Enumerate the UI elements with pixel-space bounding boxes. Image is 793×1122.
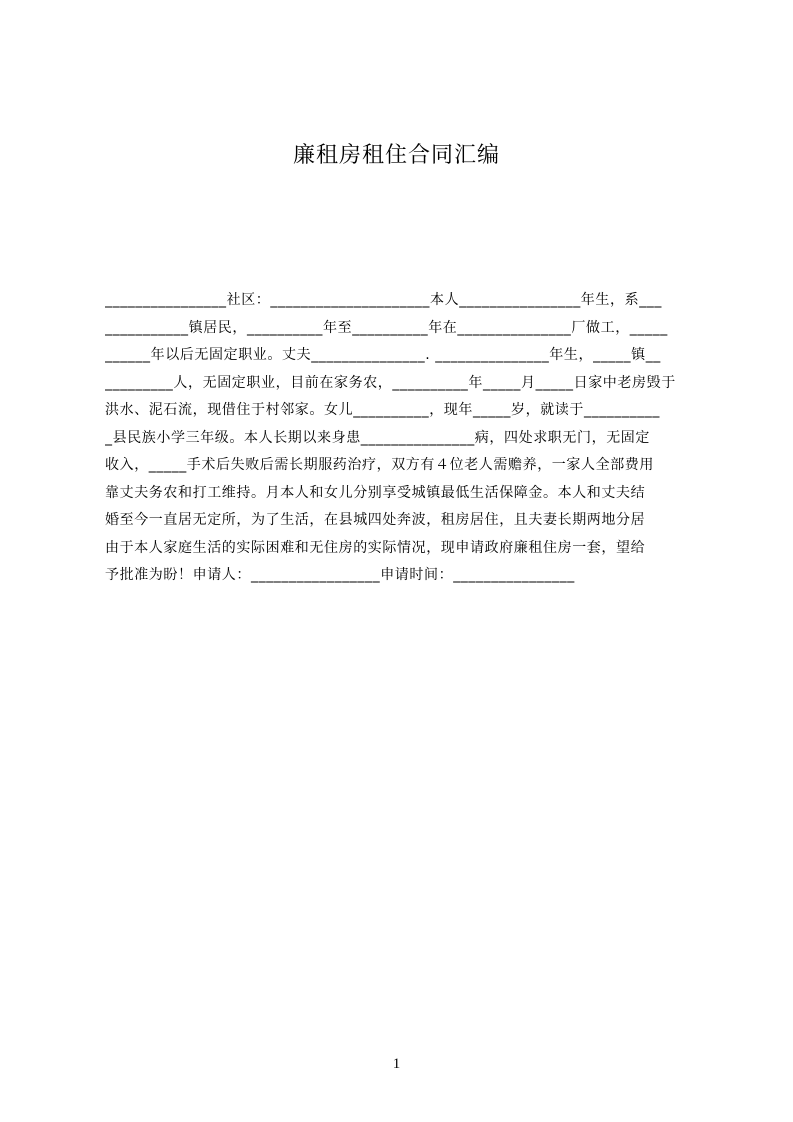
body-line: ________________社区：_____________________本人________________年生，系___	[105, 292, 662, 308]
page-number: 1	[392, 1056, 401, 1072]
document-title: 廉租房租住合同汇编	[292, 143, 500, 168]
body-line: 靠丈夫务农和打工维持。月本人和女儿分别享受城镇最低生活保障金。本人和丈夫结	[105, 484, 646, 501]
body-line: 予批准为盼！申请人：_________________申请时间：________________	[105, 567, 575, 583]
body-line: ______年以后无固定职业。丈夫_______________. _______________年生，_____镇__	[105, 347, 661, 363]
body-line: 收入，_____手术后失败后需长期服药治疗，双方有４位老人需赡养，一家人全部费用	[105, 457, 654, 473]
body-line: 婚至今一直居无定所，为了生活，在县城四处奔波，租房居住，且夫妻长期两地分居	[105, 512, 646, 528]
body-line: 洪水、泥石流，现借住于村邻家。女儿__________，现年_____岁，就读于__________	[105, 402, 660, 418]
body-line: _________人，无固定职业，目前在家务农，__________年_____月_____日家中老房毁于	[105, 374, 676, 391]
document-body	[105, 287, 705, 587]
body-line: _县民族小学三年级。本人长期以来身患_______________病，四处求职无门，无固定	[105, 429, 650, 446]
body-line: 由于本人家庭生活的实际困难和无住房的实际情况，现申请政府廉租住房一套，望给	[105, 539, 646, 556]
body-line: ___________镇居民，__________年至__________年在_______________厂做工，_____	[105, 319, 668, 336]
